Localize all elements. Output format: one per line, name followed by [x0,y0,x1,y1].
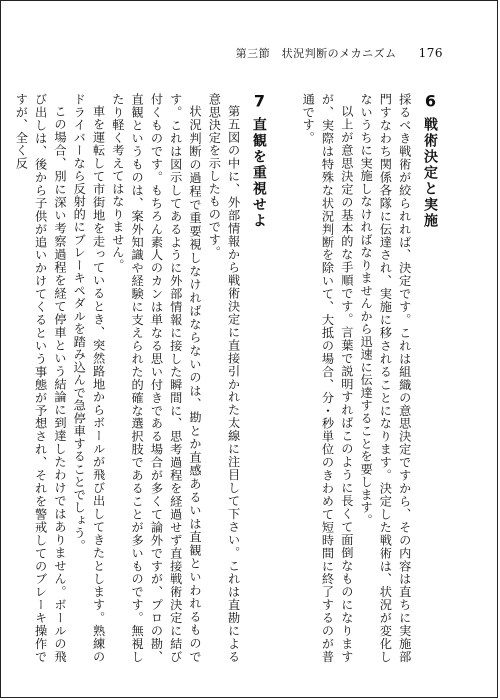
section-6-title: 戦術決定と実施 [422,117,438,229]
section-6-number: 6 [424,93,437,109]
section-spacer [272,93,298,663]
section-7-heading [249,93,269,663]
section-7-number: 7 [253,93,265,109]
section-6-heading [420,93,440,663]
running-head [236,45,443,61]
section-7-paragraph-1: 第五図の中に、外部情報から戦術決定に直接引かれた太線に注目して下さい。これは直勘による意思決定を示したものです。 [207,93,241,663]
page-number: 176 [418,46,443,60]
section-6-paragraph-1: 採るべき戦術が絞られれば、決定です。これは組織の意思決定ですから、その内容は直ちに実施部門すなわち関係各隊に伝達され、実施に移されることになります。決定した戦術は、状況が変化しないうちに実施しなければなりませんから迅速に伝達することを要します。 [359,93,412,663]
section-7-paragraph-3: 車を運転して市街地を走っているとき、突然路地からボールが飛び出してきたとします。熟練のドライバーなら反射的にブレーキペダルを踏み込んで急停車することでしょう。 [72,93,106,663]
chapter-section-title: 第三節 状況判断のメカニズム [235,47,397,60]
section-7-title: 直観を重視せよ [250,117,267,229]
section-7-paragraph-2: 状況判断の過程で重要視しなければならないのは、勘とか直感あるいは直観といわれるものです。これは図示してあるように外部情報に接した瞬間に、思考過程を経過せず直接戦術決定に結び付くものです。もちろん素人のカンは単なる思い付きである場合が多くて論外ですが、プロの勘、直観というものは、案外知識や経験に支えられた的確な選択肢であることが多いものです。無視したり軽く考えてはなりません。 [110,93,203,663]
vertical-text-block [11,93,443,663]
section-7-paragraph-4: この場合、別に深い考察過程を経て停車という結論に到達したわけではありません。ボールの飛び出しは、後から子供が追いかけてくるという事態が予想され、それを警戒してのブレーキ操作ですが、全く反 [14,93,67,663]
section-6-paragraph-2: 以上が意思決定の基本的な手順です。言葉で説明すればこのように長くて面倒なものになりますが、実際は特殊な状況判断を除いて、大抵の場合、分・秒単位のきわめて短時間に終了するのが普通です。 [301,93,354,663]
